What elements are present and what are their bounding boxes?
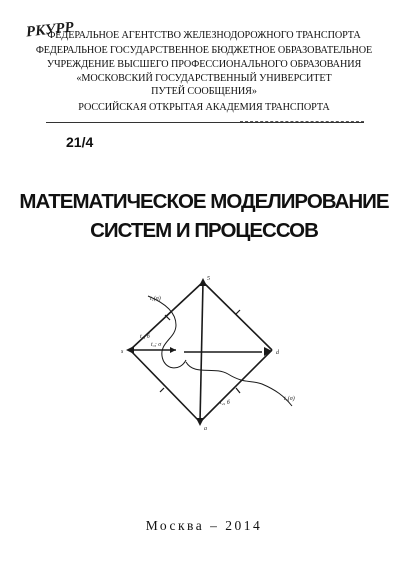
label-right-curve: t₄(σ): [284, 396, 295, 402]
arrow-left: [126, 346, 134, 354]
header-academy: РОССИЙСКАЯ ОТКРЫТАЯ АКАДЕМИЯ ТРАНСПОРТА: [78, 102, 330, 113]
header-university-name-cont: ПУТЕЙ СООБЩЕНИЯ»: [151, 86, 257, 97]
label-vertex-bottom: a: [204, 426, 207, 432]
edge-left-bottom: [130, 350, 200, 422]
tick-upper-right: [236, 310, 240, 314]
header-institution-level: УЧРЕЖДЕНИЕ ВЫСШЕГО ПРОФЕССИОНАЛЬНОГО ОБРАЗОВАНИЯ: [46, 59, 362, 70]
edge-right-bottom: [200, 350, 272, 422]
header-institution-type: ФЕДЕРАЛЬНОЕ ГОСУДАРСТВЕННОЕ БЮДЖЕТНОЕ ОБРАЗОВАТЕЛЬНОЕ: [35, 45, 373, 56]
label-left-center: t₃; σ: [151, 342, 162, 348]
publication-city-year: Москва – 2014: [145, 518, 263, 533]
tick-lower-left: [160, 388, 164, 392]
arrow-top: [199, 278, 207, 286]
header-agency: ФЕДЕРАЛЬНОЕ АГЕНТСТВО ЖЕЛЕЗНОДОРОЖНОГО ТРАНСПОРТА: [47, 30, 361, 41]
tick-lower-right: [236, 388, 240, 393]
label-vertex-right: d: [276, 350, 279, 356]
edge-top-right: [203, 282, 272, 350]
label-top-left-curve: t₁(σ): [150, 296, 161, 302]
label-left-upper: t₂, б: [140, 334, 150, 340]
library-stamp: РКУРР: [25, 19, 75, 41]
label-bottom-right: t₄, б: [220, 400, 230, 406]
header-university-name: «МОСКОВСКИЙ ГОСУДАРСТВЕННЫЙ УНИВЕРСИТЕТ: [76, 73, 332, 84]
arrow-center: [170, 347, 176, 353]
label-vertex-top: 5: [207, 276, 210, 282]
curve-upper-left: [148, 296, 186, 368]
book-title-line-2: СИСТЕМ И ПРОЦЕССОВ: [90, 219, 318, 242]
arrow-bottom: [196, 418, 204, 426]
series-number: 21/4: [66, 134, 94, 150]
book-title-line-1: МАТЕМАТИЧЕСКОЕ МОДЕЛИРОВАНИЕ: [19, 190, 389, 213]
label-vertex-left: s: [121, 349, 124, 355]
